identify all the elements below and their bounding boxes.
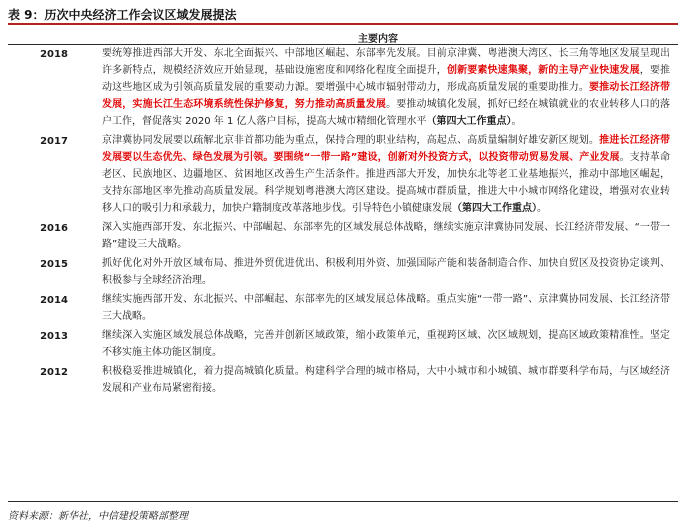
content-column-header: 主要内容 — [358, 34, 398, 45]
highlighted-text: 推进长江经济带发展要以生态优先、绿色发展为引领。要围绕“一带一路”建设，创新对外投资方式，以投资带动贸易发展、产业发展 — [102, 135, 671, 163]
content-text: 。 — [537, 203, 547, 214]
table-row — [8, 291, 678, 327]
table-title: 表 9：历次中央经济工作会议区域发展提法 — [8, 7, 237, 22]
year-cell: 2018 — [40, 49, 68, 60]
table-row — [8, 255, 678, 291]
year-cell: 2013 — [40, 331, 68, 342]
year-cell: 2015 — [40, 259, 68, 270]
year-cell: 2016 — [40, 223, 68, 234]
content-text: 。支持革命老区、民族地区、边疆地区、贫困地区改善生产生活条件。推进西部大开发，加快东北等老工业基地振兴，推动中部地区崛起，支持东部地区率先推动高质量发展。科学规划粤港澳大湾区建设。提高城市群质量，推进大中小城市网络化建设，增强对农业转移人口的吸引力和承载力，加快户籍制度改革落地步伐。引导特色小镇健康发展 — [102, 152, 671, 214]
policy-table — [8, 45, 678, 399]
bold-note: （第四大工作重点） — [452, 203, 537, 214]
content-cell — [100, 327, 678, 363]
policy-table-body — [8, 45, 678, 399]
highlighted-text: 要推动长江经济带发展，实施长江生态环境系统性保护修复，努力推动高质量发展 — [102, 82, 671, 110]
highlighted-text: 创新要素快速集聚，新的主导产业快速发展 — [446, 65, 640, 76]
content-text: 京津冀协同发展要以疏解北京非首都功能为重点，保持合理的职业结构，高起点、高质量编制好雄安新区规划。 — [102, 135, 600, 146]
table-row — [8, 363, 678, 399]
content-text: 要统筹推进西部大开发、东北全面振兴、中部地区崛起、东部率先发展。目前京津冀、粤港澳大湾区、长三角等地区发展呈现出许多新特点，规模经济效应开始显现，基础设施密度和网络化程度全面提升， — [102, 48, 670, 76]
table-row — [8, 219, 678, 255]
content-cell — [100, 45, 678, 132]
content-cell — [100, 219, 678, 255]
content-text: 继续深入实施区域发展总体战略，完善并创新区域政策，缩小政策单元，重视跨区域、次区域规划，提高区域政策精准性。坚定不移实施主体功能区制度。 — [102, 330, 670, 358]
content-cell — [100, 363, 678, 399]
content-cell — [100, 255, 678, 291]
content-text: 继续实施西部开发、东北振兴、中部崛起、东部率先的区域发展总体战略。重点实施“一带一路”、京津冀协同发展、长江经济带三大战略。 — [102, 294, 670, 322]
year-cell: 2014 — [40, 295, 68, 306]
content-text: 。 — [511, 116, 522, 127]
content-cell — [100, 291, 678, 327]
content-text: 积极稳妥推进城镇化，着力提高城镇化质量。构建科学合理的城市格局，大中小城市和小城镇、城市群要科学布局，与区域经济发展和产业布局紧密衔接。 — [102, 366, 670, 394]
bottom-rule — [8, 501, 678, 502]
year-cell: 2017 — [40, 136, 68, 147]
table-row — [8, 327, 678, 363]
table-row — [8, 132, 678, 219]
bold-note: （第四大工作重点） — [426, 116, 512, 127]
table-title-bar — [8, 5, 678, 25]
table-header — [8, 27, 678, 45]
source-note: 资料来源：新华社，中信建投策略部整理 — [8, 511, 188, 522]
content-text: ，要推动这些地区成为引领高质量发展的重要动力源。要增强中心城市辐射带动力，形成高质量发展的重要助推力。 — [102, 65, 671, 93]
content-text: 。要推动城镇化发展，抓好已经在城镇就业的农业转移人口的落户工作，督促落实 2020 年 1 亿人落户目标，提高大城市精细化管理水平 — [102, 99, 671, 127]
content-text: 深入实施西部开发、东北振兴、中部崛起、东部率先的区域发展总体战略，继续实施京津冀协同发展、长江经济带发展、“一带一路”建设三大战略。 — [102, 222, 670, 250]
year-cell: 2012 — [40, 367, 68, 378]
table-row — [8, 45, 678, 132]
content-text: 抓好优化对外开放区域布局、推进外贸优进优出、积极利用外资、加强国际产能和装备制造合作、加快自贸区及投资协定谈判、积极参与全球经济治理。 — [102, 258, 670, 286]
content-cell — [100, 132, 678, 219]
